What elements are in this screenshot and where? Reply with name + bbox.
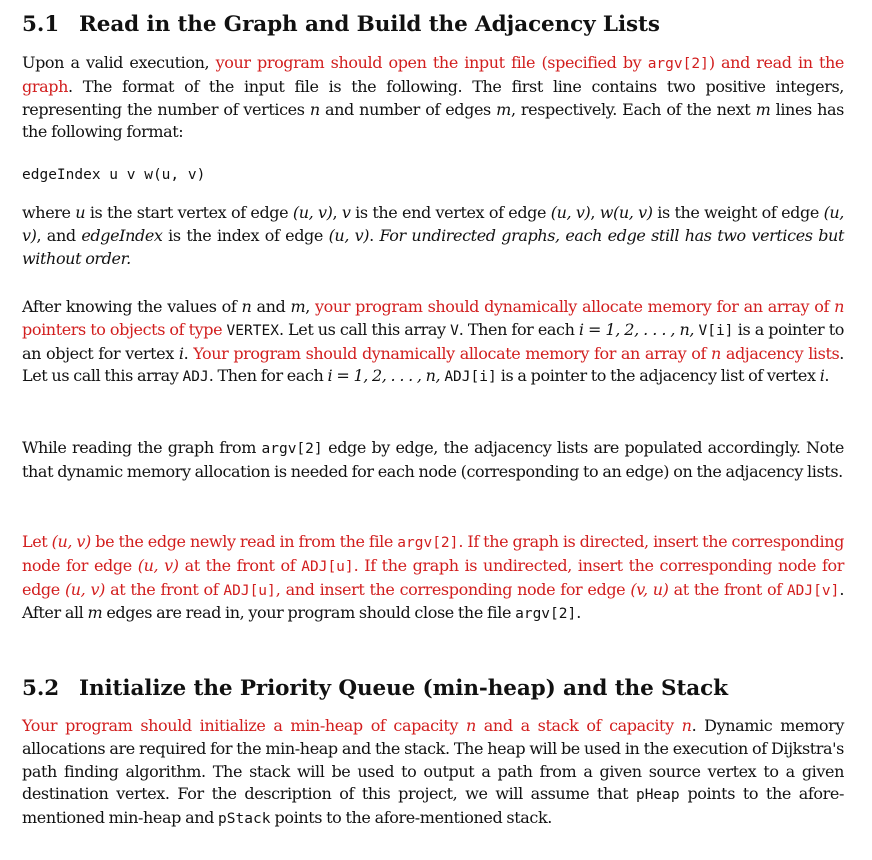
inline-code: ADJ[u]	[223, 582, 276, 599]
inline-code: argv[2]	[261, 441, 323, 457]
paragraph-allocate-arrays: After knowing the values of n and m, your program should dynamically allocate memory for an array of n pointers to objects of type VERTEX. Let us call this array V. Then for each i = 1, 2, . . . , n, V[i] is a pointer to an object for vertex i. Your program should dynamically allocate memory for an array of n adjacency lists. Let us call this array ADJ. Then for each i = 1, 2, . . . , n, ADJ[i] is a pointer to the adjacency list of vertex i.	[22, 297, 845, 386]
section-number: 5.2	[22, 676, 60, 701]
inline-code: argv[2]	[647, 56, 709, 72]
red-highlight: ) and read in the graph	[22, 53, 844, 96]
math-var: m	[496, 99, 511, 119]
red-highlight: adjacency lists	[720, 343, 840, 363]
section-5-1-heading	[22, 12, 660, 38]
red-highlight: and a stack of capacity	[475, 716, 682, 735]
inline-code: argv[2]	[515, 606, 577, 623]
paragraph-populate-adjacency-lists: While reading the graph from argv[2] edge by edge, the adjacency lists are populated accordingly. Note that dynamic memory allocation is needed for each node (corresponding to an edge) on the adjacency lists.	[22, 438, 844, 481]
red-highlight: your program should dynamically allocate memory for an array of	[315, 297, 835, 316]
section-title: Initialize the Priority Queue (min-heap) and the Stack	[79, 676, 728, 701]
math-var: n	[309, 99, 320, 119]
inline-code: V	[450, 322, 459, 339]
inline-code: pStack	[218, 811, 271, 828]
paragraph-open-input-file: Upon a valid execution, your program should open the input file (specified by argv[2]) and read in the graph. The format of the input file is the following. The first line contains two positive integers, representing the number of vertices n and number of edges m, respectively. Each of the next m lines has the following format:	[22, 53, 844, 142]
inline-code: ADJ[i]	[444, 369, 497, 386]
inline-code: ADJ[v]	[786, 582, 840, 599]
red-highlight: Your program should initialize a min-heap of capacity	[22, 716, 466, 735]
inline-code: pHeap	[635, 787, 680, 804]
section-5-2-heading	[22, 676, 728, 702]
inline-code: V[i]	[698, 322, 734, 339]
section-number: 5.1	[22, 12, 60, 37]
inline-code: VERTEX	[226, 322, 279, 339]
edge-format-code-line: edgeIndex u v w(u, v)	[22, 167, 206, 183]
math-var: m	[755, 99, 771, 119]
inline-code: ADJ[u]	[301, 558, 354, 575]
paragraph-initialize-heap-stack: Your program should initialize a min-heap of capacity n and a stack of capacity n. Dynamic memory allocations are required for the min-heap and the stack. The heap will be used in the execution of Dijkstra's path finding algorithm. The stack will be used to output a path from a given source vertex to a given destination vertex. For the description of this project, we will assume that pHeap points to the afore-mentioned min-heap and pStack points to the afore-mentioned stack.	[22, 716, 844, 828]
red-highlight: Your program should dynamically allocate memory for an array of	[193, 343, 711, 363]
italic-note: For undirected graphs, each edge still has two vertices but without order.	[22, 225, 844, 268]
paragraph-insert-nodes: Let (u, v) be the edge newly read in from the file argv[2]. If the graph is directed, insert the corresponding node for edge (u, v) at the front of ADJ[u]. If the graph is undirected, insert the corresponding node for edge (u, v) at the front of ADJ[u], and insert the corresponding node for edge (v, u) at the front of ADJ[v]. After all m edges are read in, your program should close the file argv[2].	[22, 532, 844, 623]
red-highlight: pointers to objects of type	[22, 319, 227, 339]
paragraph-edge-format-description: where u is the start vertex of edge (u, v), v is the end vertex of edge (u, v), w(u, v) is the weight of edge (u, v), and edgeIndex is the index of edge (u, v). For undirected graphs, each edge still has two vertices but without order.	[22, 203, 844, 268]
section-title: Read in the Graph and Build the Adjacency Lists	[79, 12, 660, 37]
inline-code: ADJ	[182, 369, 209, 386]
inline-code: argv[2]	[397, 535, 459, 551]
red-highlight: your program should open the input file (specified by	[215, 53, 648, 72]
